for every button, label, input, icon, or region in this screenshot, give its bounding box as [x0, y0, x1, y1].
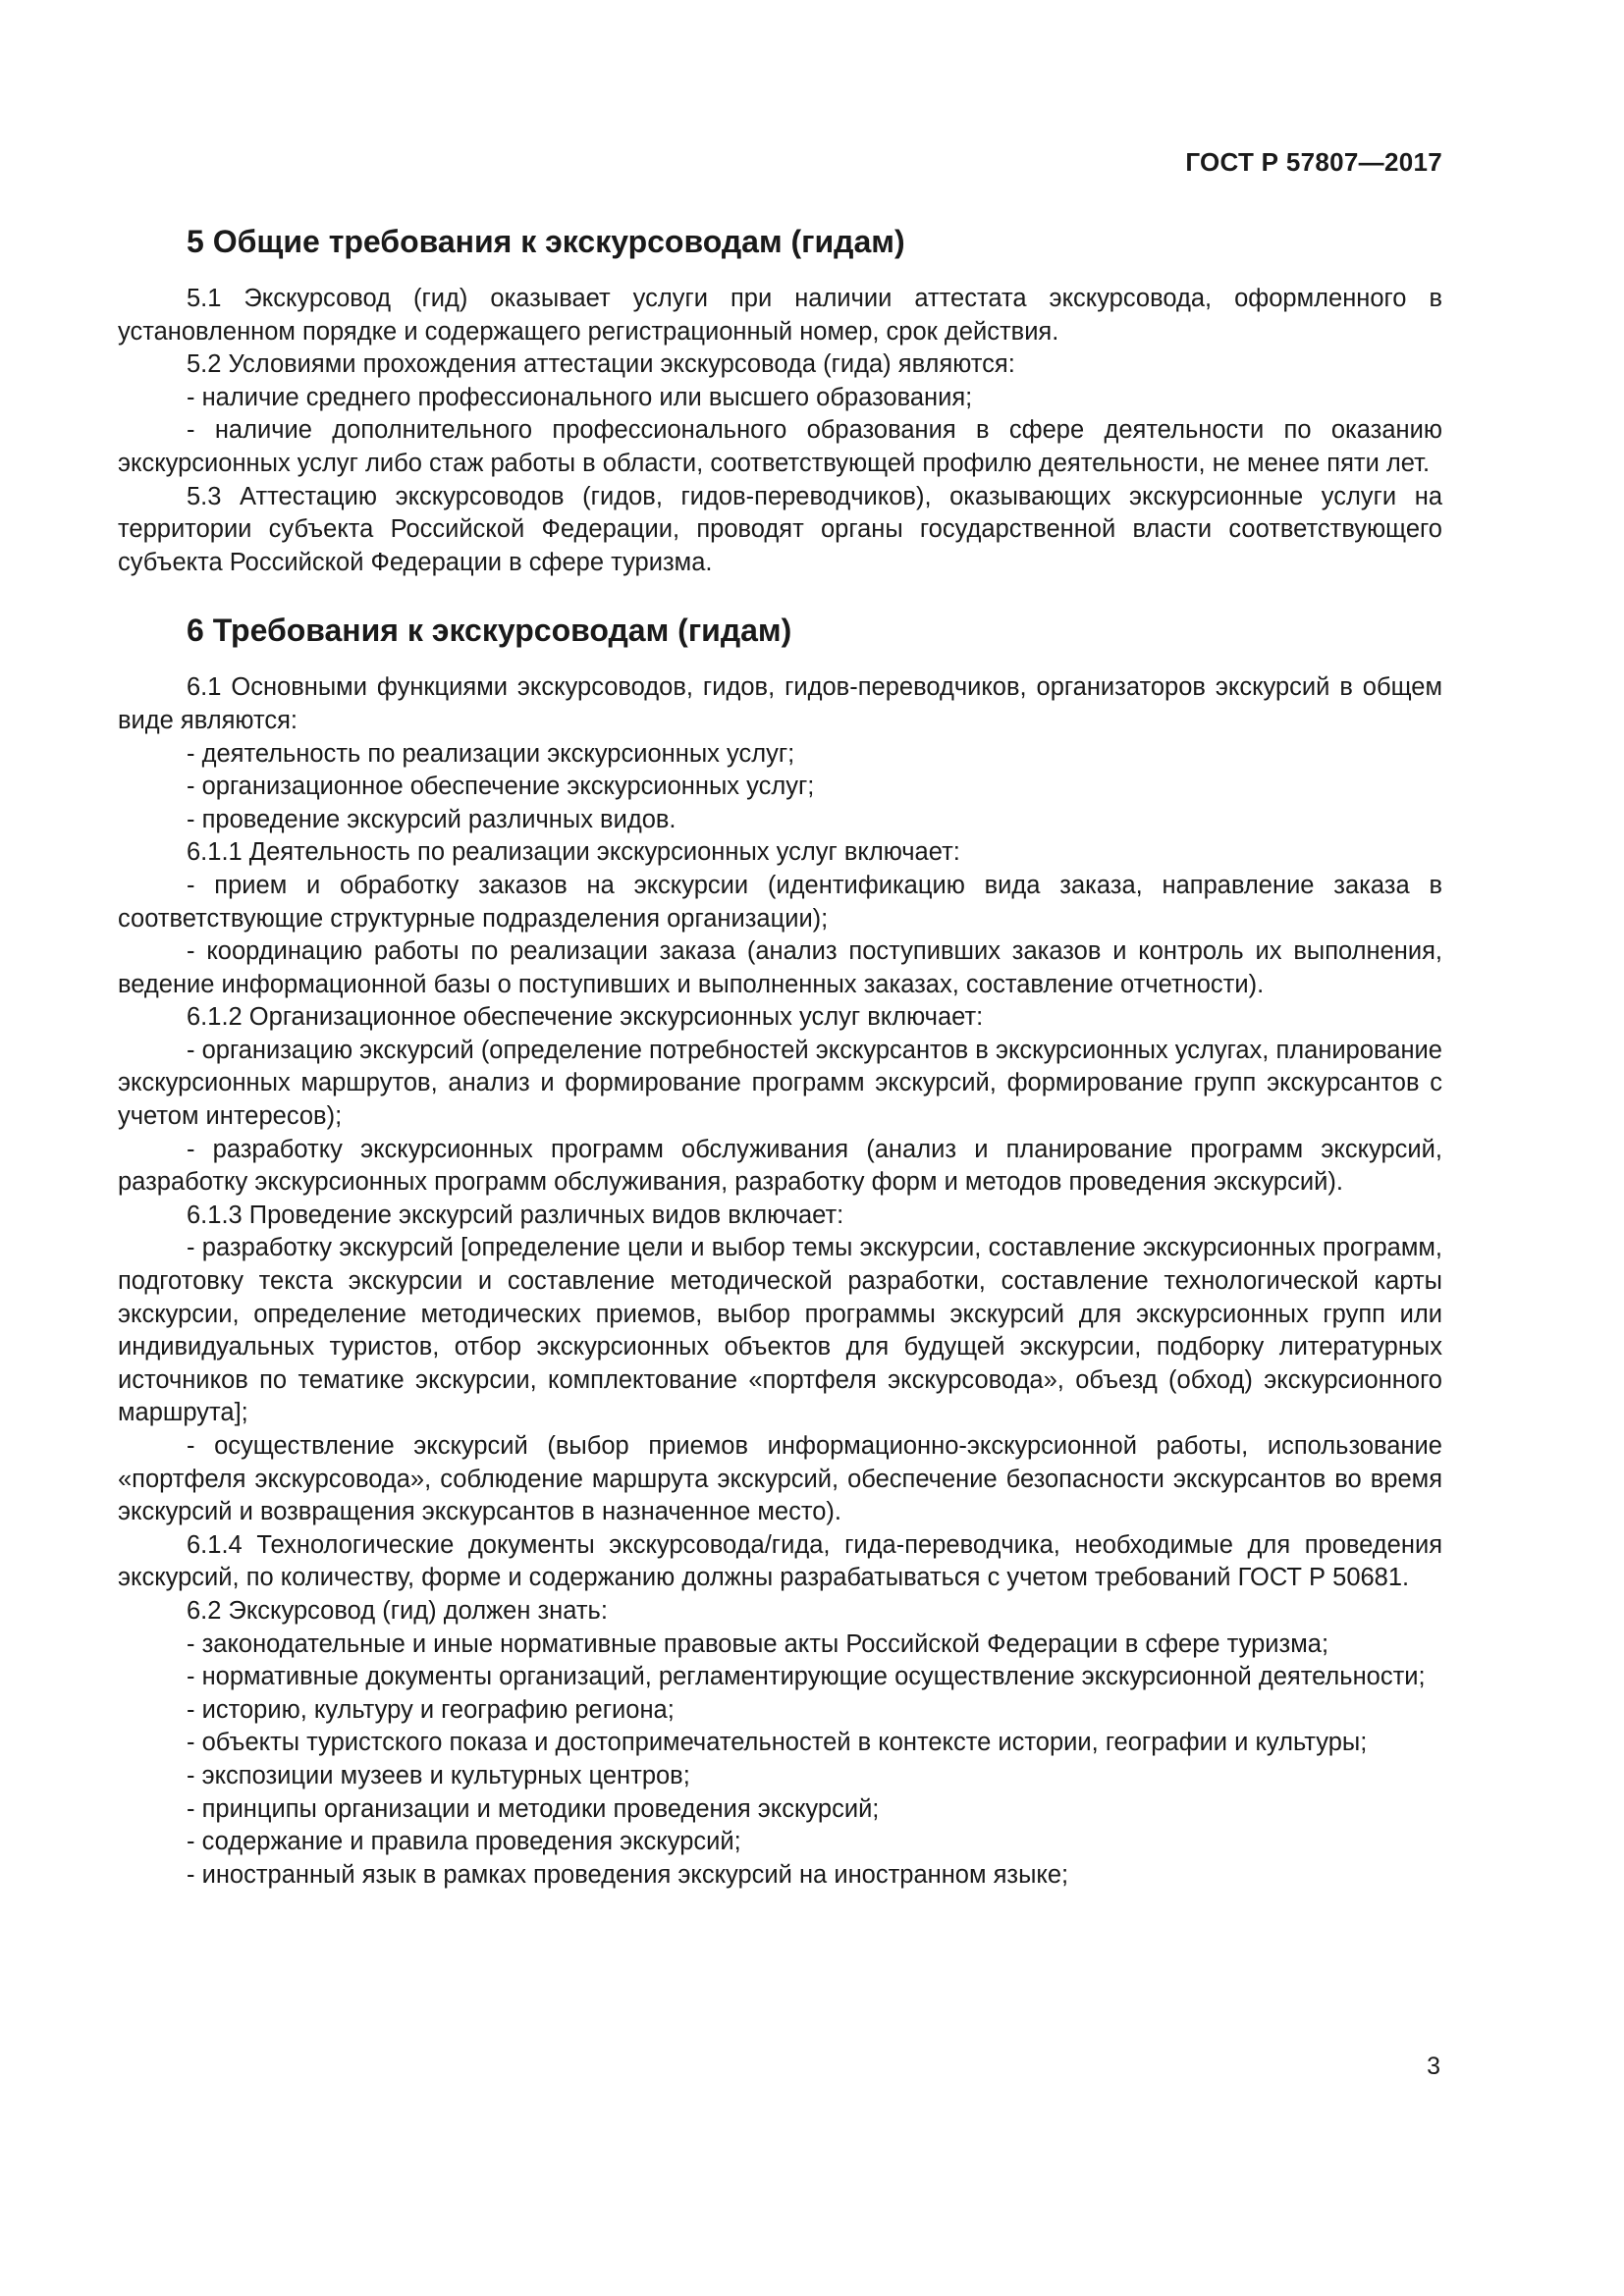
section-5-body: [118, 283, 1442, 579]
section-6-body: [118, 671, 1442, 1892]
list-item: - разработку экскурсионных программ обслуживания (анализ и планирование программ экскурсий, разработку экскурсионных программ обслуживания, разработку форм и методов проведения экскурсий).: [118, 1135, 1442, 1197]
list-item: - иностранный язык в рамках проведения экскурсий на иностранном языке;: [187, 1860, 1069, 1889]
section-5-heading: 5 Общие требования к экскурсоводам (гидам): [187, 224, 905, 259]
standard-designation: ГОСТ Р 57807—2017: [1185, 147, 1442, 177]
list-item: - организацию экскурсий (определение потребностей экскурсантов в экскурсионных услугах, планирование экскурсионных маршрутов, анализ и формирование программ экскурсий, формирование групп экскурсантов с учетом интересов);: [118, 1036, 1442, 1131]
paragraph: 6.1.1 Деятельность по реализации экскурсионных услуг включает:: [187, 838, 960, 867]
paragraph: 6.1.4 Технологические документы экскурсовода/гида, гида-переводчика, необходимые для проведения экскурсий, по количеству, форме и содержанию должны разрабатываться с учетом требований ГОСТ Р 50681.: [118, 1530, 1442, 1592]
paragraph: 6.1 Основными функциями экскурсоводов, гидов, гидов-переводчиков, организаторов экскурсий в общем виде являются:: [118, 673, 1442, 734]
paragraph: 5.2 Условиями прохождения аттестации экскурсовода (гида) являются:: [187, 350, 1015, 379]
list-item: - координацию работы по реализации заказа (анализ поступивших заказов и контроль их выполнения, ведение информационной базы о поступивших и выполненных заказах, составление отчетности).: [118, 937, 1442, 998]
list-item: - наличие среднего профессионального или высшего образования;: [187, 383, 973, 411]
page-number: 3: [1427, 2053, 1440, 2080]
paragraph: 5.3 Аттестацию экскурсоводов (гидов, гидов-переводчиков), оказывающих экскурсионные услуги на территории субъекта Российской Федерации, проводят органы государственной власти соответствующего субъекта Российской Федерации в сфере туризма.: [118, 482, 1442, 576]
list-item: - экспозиции музеев и культурных центров;: [187, 1761, 690, 1789]
list-item: - законодательные и иные нормативные правовые акты Российской Федерации в сфере туризма;: [187, 1629, 1329, 1658]
list-item: - содержание и правила проведения экскурсий;: [187, 1828, 741, 1856]
list-item: - организационное обеспечение экскурсионных услуг;: [187, 773, 815, 801]
list-item: - разработку экскурсий [определение цели и выбор темы экскурсии, составление экскурсионных программ, подготовку текста экскурсии и составление методической разработки, составление технологической карты экскурсии, определение методических приемов, выбор программы экскурсий для экскурсионных групп или индивидуальных туристов, отбор экскурсионных объектов для будущей экскурсии, подборку литературных источников по тематике экскурсии, комплектование «портфеля экскурсовода», объезд (обход) экскурсионного маршрута];: [118, 1234, 1442, 1427]
document-body: [118, 222, 1442, 1892]
list-item: - нормативные документы организаций, регламентирующие осуществление экскурсионной деятельности;: [187, 1663, 1426, 1691]
list-item: - наличие дополнительного профессионального образования в сфере деятельности по оказанию экскурсионных услуг либо стаж работы в области, соответствующей профилю деятельности, не менее пяти лет.: [118, 416, 1442, 477]
list-item: - проведение экскурсий различных видов.: [187, 805, 677, 833]
list-item: - осуществление экскурсий (выбор приемов информационно-экскурсионной работы, использование «портфеля экскурсовода», соблюдение маршрута экскурсий, обеспечение безопасности экскурсантов во время экскурсий и возвращения экскурсантов в назначенное место).: [118, 1432, 1442, 1526]
paragraph: 6.1.3 Проведение экскурсий различных видов включает:: [187, 1201, 844, 1229]
list-item: - деятельность по реализации экскурсионных услуг;: [187, 739, 795, 768]
paragraph: 6.2 Экскурсовод (гид) должен знать:: [187, 1596, 608, 1625]
list-item: - объекты туристского показа и достопримечательностей в контексте истории, географии и культуры;: [187, 1729, 1368, 1757]
list-item: - прием и обработку заказов на экскурсии (идентификацию вида заказа, направление заказа в соответствующие структурные подразделения организации);: [118, 871, 1442, 933]
paragraph: 5.1 Экскурсовод (гид) оказывает услуги при наличии аттестата экскурсовода, оформленного в установленном порядке и содержащего регистрационный номер, срок действия.: [118, 285, 1442, 346]
list-item: - историю, культуру и географию региона;: [187, 1695, 675, 1724]
list-item: - принципы организации и методики проведения экскурсий;: [187, 1794, 880, 1823]
section-6-heading: 6 Требования к экскурсоводам (гидам): [187, 613, 792, 649]
paragraph: 6.1.2 Организационное обеспечение экскурсионных услуг включает:: [187, 1003, 984, 1032]
